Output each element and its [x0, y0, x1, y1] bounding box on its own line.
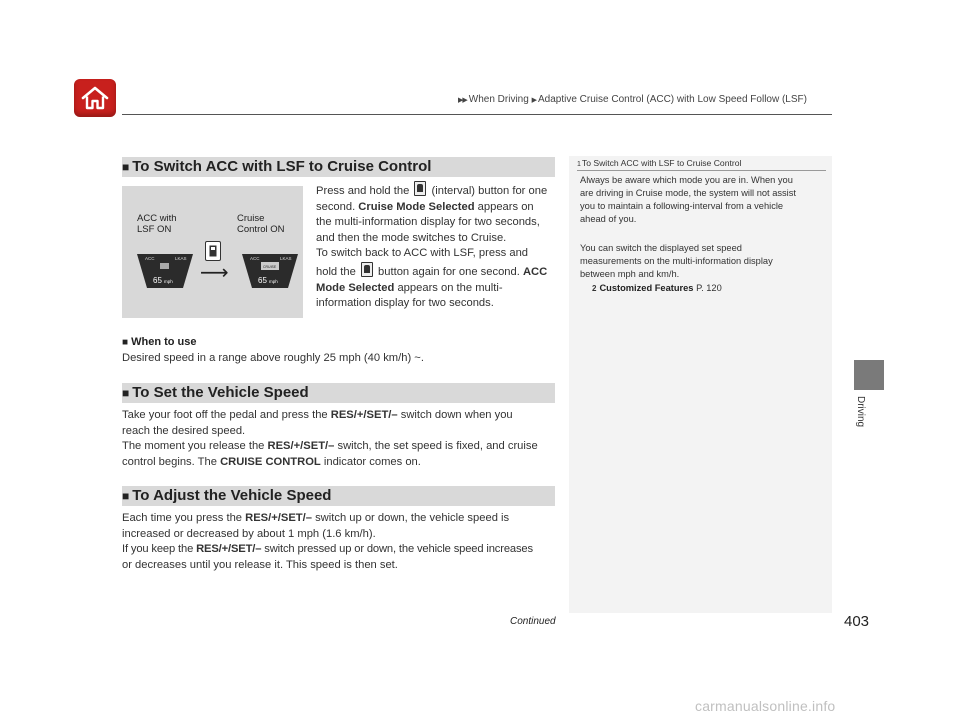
figure-label-acc: ACC with LSF ON — [137, 213, 177, 235]
gauge-speed: 65 — [153, 276, 162, 285]
home-button[interactable] — [74, 79, 116, 117]
side-tab[interactable] — [854, 360, 884, 390]
section-square-icon: ■ — [122, 489, 130, 503]
interval-button-icon — [205, 241, 221, 261]
section1-paragraph: Press and hold the (interval) button for one second. Cruise Mode Selected appears on the multi-information display for two seconds, and then the mode switches to Cruise. To switch back to ACC with LSF, press and hold the button again for one second. ACC Mode Selected appears on the multi- information display for two seconds. — [316, 181, 556, 312]
cruise-badge-text: CRUISE — [263, 265, 277, 269]
gauge-cruise — [240, 252, 300, 290]
section-square-icon: ■ — [122, 386, 130, 400]
side-tab-label: Driving — [855, 396, 866, 428]
section-heading-adjust-speed — [122, 486, 555, 506]
section-heading-switch-acc — [122, 157, 555, 177]
breadcrumb — [458, 94, 807, 105]
header-rule — [122, 114, 832, 115]
gauge-acc-text: ACC — [145, 256, 155, 261]
section-heading-text: To Switch ACC with LSF to Cruise Control — [132, 158, 432, 175]
note-divider — [577, 170, 826, 171]
note-paragraph-2: You can switch the displayed set speed measurements on the multi-information display between mph and km/h. — [580, 243, 773, 279]
reference-icon: 1 — [577, 161, 581, 168]
section2-paragraph: Take your foot off the pedal and press the RES/+/SET/– switch down when you reach the desired speed. The moment you release the RES/+/SET/– switch, the set speed is fixed, and cruise control begins. The CRUISE CONTROL indicator comes on. — [122, 409, 538, 468]
note-title: 1To Switch ACC with LSF to Cruise Control — [577, 158, 742, 168]
gauge-lkas-text: LKAS — [175, 256, 187, 261]
breadcrumb-arrow-icon: ▶ — [531, 97, 536, 104]
gauge-lkas-text: LKAS — [280, 256, 292, 261]
subsection-square-icon: ■ — [122, 337, 129, 348]
figure-label-cruise: Cruise Control ON — [237, 213, 285, 235]
arrow-right-icon: ⟶ — [200, 262, 229, 284]
gauge-unit: mph — [269, 279, 278, 284]
gauge-speed: 65 — [258, 276, 267, 285]
section-heading-set-speed — [122, 383, 555, 403]
car-icon — [160, 263, 169, 269]
gauge-acc-text: ACC — [250, 256, 260, 261]
interval-icon — [361, 262, 373, 277]
cross-reference-link[interactable]: 2 Customized Features P. 120 — [592, 283, 722, 293]
page-number: 403 — [844, 613, 870, 630]
breadcrumb-level2[interactable]: Adaptive Cruise Control (ACC) with Low Speed Follow (LSF) — [537, 94, 807, 105]
watermark: carmanualsonline.info — [695, 698, 836, 714]
when-to-use-text: Desired speed in a range above roughly 25 mph (40 km/h) ~. — [122, 352, 424, 364]
gauge-acc-lsf — [135, 252, 195, 290]
mid-display-figure — [122, 186, 303, 318]
home-icon — [80, 85, 110, 111]
section-heading-text: To Adjust the Vehicle Speed — [132, 487, 332, 504]
when-to-use-heading: ■ When to use — [122, 336, 197, 348]
section-square-icon: ■ — [122, 160, 130, 174]
gauge-unit: mph — [164, 279, 173, 284]
breadcrumb-level1[interactable]: When Driving — [468, 94, 529, 105]
reference-arrow-icon: 2 — [592, 284, 597, 293]
section-heading-text: To Set the Vehicle Speed — [132, 384, 309, 401]
interval-icon — [414, 181, 426, 196]
continued-label: Continued — [510, 616, 556, 627]
note-paragraph-1: Always be aware which mode you are in. When you are driving in Cruise mode, the system will not assist you to maintain a following-interval from a vehicle ahead of you. — [580, 175, 796, 224]
breadcrumb-arrow-icon: ▶▶ — [458, 97, 467, 104]
section3-paragraph: Each time you press the RES/+/SET/– switch up or down, the vehicle speed is increased or decreased by about 1 mph (1.6 km/h). If you keep the RES/+/SET/– switch pressed up or down, the vehicle speed increases or decreases until you release it. This speed is then set. — [122, 512, 533, 571]
